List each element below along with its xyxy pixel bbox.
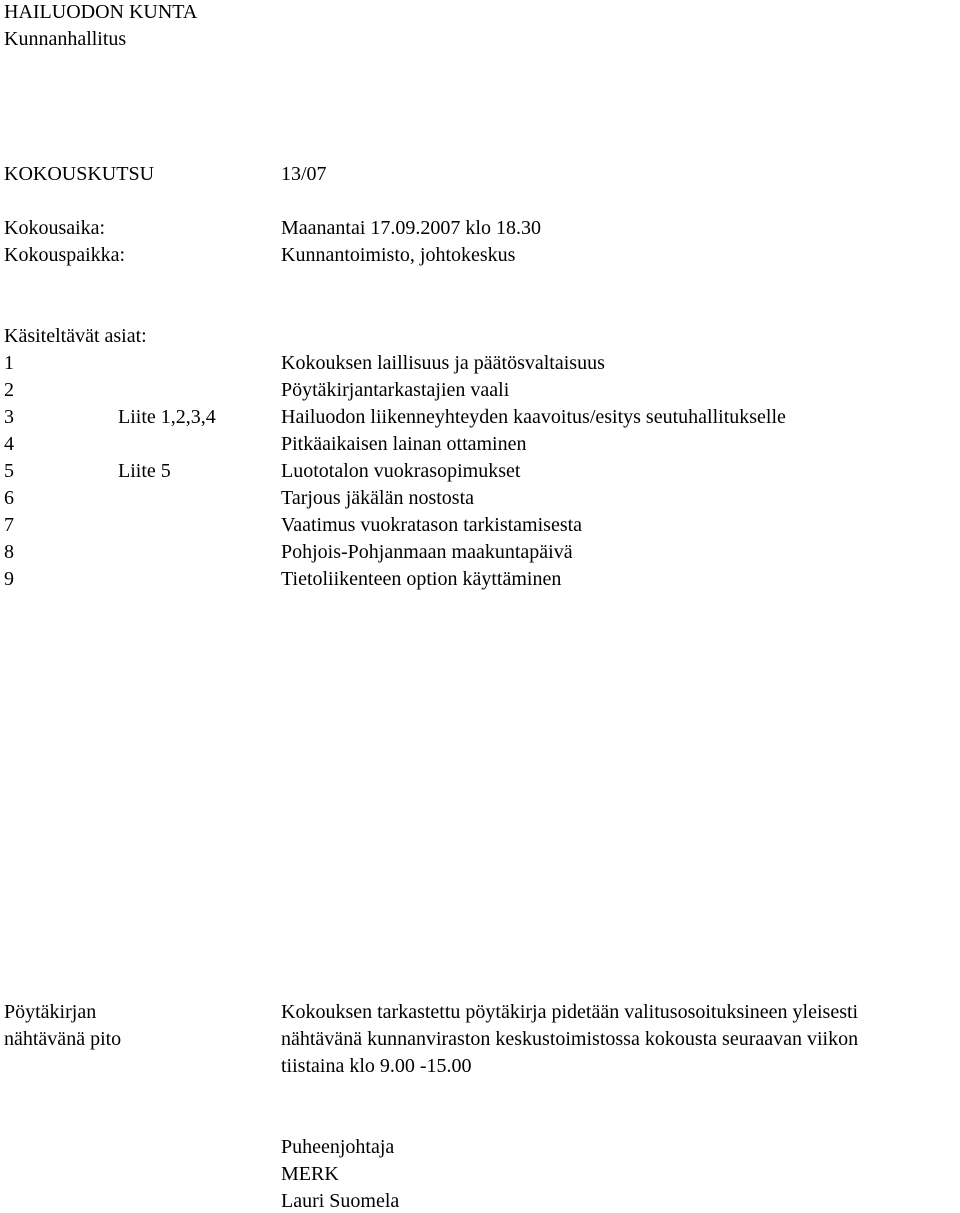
minutes-label-line1: Pöytäkirjan — [4, 1001, 97, 1023]
agenda-item-number: 2 — [4, 379, 14, 401]
agenda-item — [0, 378, 960, 405]
agenda-item-attachment: Liite 5 — [118, 460, 171, 482]
meeting-time-label: Kokousaika: — [4, 217, 106, 239]
agenda-item — [0, 459, 960, 486]
signature-name: Lauri Suomela — [281, 1190, 400, 1212]
agenda-item-title: Pitkäaikaisen lainan ottaminen — [281, 433, 527, 455]
agenda-item-title: Kokouksen laillisuus ja päätösvaltaisuus — [281, 352, 605, 374]
agenda-item-number: 6 — [4, 487, 14, 509]
agenda-item-title: Vaatimus vuokratason tarkistamisesta — [281, 514, 583, 536]
agenda-item-title: Luototalon vuokrasopimukset — [281, 460, 521, 482]
minutes-text-line3: tiistaina klo 9.00 -15.00 — [281, 1055, 472, 1077]
agenda-heading: Käsiteltävät asiat: — [4, 325, 147, 347]
signature-role: Puheenjohtaja — [281, 1136, 395, 1158]
signature-mark: MERK — [281, 1163, 339, 1185]
meeting-place-label: Kokouspaikka: — [4, 244, 126, 266]
organization-name: HAILUODON KUNTA — [4, 1, 198, 23]
minutes-text-line2: nähtävänä kunnanviraston keskustoimistossa kokousta seuraavan viikon — [281, 1028, 859, 1050]
agenda-item — [0, 567, 960, 594]
agenda-item — [0, 432, 960, 459]
meeting-number: 13/07 — [281, 163, 327, 185]
meeting-time-value: Maanantai 17.09.2007 klo 18.30 — [281, 217, 541, 239]
agenda-item-number: 9 — [4, 568, 14, 590]
agenda-item-title: Pohjois-Pohjanmaan maakuntapäivä — [281, 541, 573, 563]
agenda-item-number: 4 — [4, 433, 14, 455]
meeting-place-value: Kunnantoimisto, johtokeskus — [281, 244, 516, 266]
agenda-item — [0, 513, 960, 540]
agenda-item-number: 7 — [4, 514, 14, 536]
agenda-item-title: Hailuodon liikenneyhteyden kaavoitus/esitys seutuhallitukselle — [281, 406, 786, 428]
agenda-item-number: 3 — [4, 406, 14, 428]
document-title: KOKOUSKUTSU — [4, 163, 155, 185]
agenda-item-number: 5 — [4, 460, 14, 482]
agenda-item — [0, 540, 960, 567]
minutes-label-line2: nähtävänä pito — [4, 1028, 122, 1050]
agenda-item-title: Pöytäkirjantarkastajien vaali — [281, 379, 510, 401]
agenda-item-number: 1 — [4, 352, 14, 374]
agenda-item — [0, 351, 960, 378]
agenda-item-attachment: Liite 1,2,3,4 — [118, 406, 216, 428]
agenda-item-number: 8 — [4, 541, 14, 563]
agenda-item-title: Tietoliikenteen option käyttäminen — [281, 568, 562, 590]
agenda-item — [0, 486, 960, 513]
minutes-text-line1: Kokouksen tarkastettu pöytäkirja pidetään valitusosoituksineen yleisesti — [281, 1001, 859, 1023]
organization-body: Kunnanhallitus — [4, 28, 127, 50]
agenda-item-title: Tarjous jäkälän nostosta — [281, 487, 474, 509]
agenda-item — [0, 405, 960, 432]
